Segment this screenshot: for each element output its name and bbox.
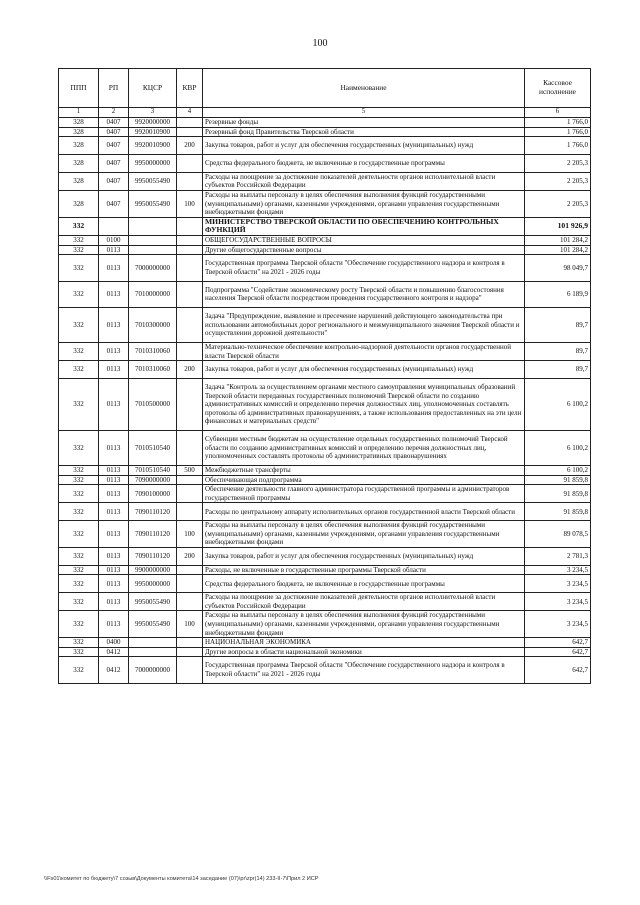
cell-value: 642,7 xyxy=(525,657,591,683)
table-row xyxy=(59,575,591,593)
cell-name: Расходы по центральному аппарату исполнительных органов государственной власти Тверской области xyxy=(203,503,525,521)
cell-rp: 0407 xyxy=(99,190,129,217)
header-kvr: КВР xyxy=(177,69,203,108)
cell-ppp: 328 xyxy=(59,118,99,128)
cell-kvr xyxy=(177,281,203,307)
cell-kvr xyxy=(177,565,203,575)
cell-kvr: 200 xyxy=(177,361,203,379)
cell-ppp: 332 xyxy=(59,361,99,379)
cell-kcsr: 9900000000 xyxy=(129,565,177,575)
page-number: 100 xyxy=(312,38,328,49)
table-row xyxy=(59,154,591,172)
table-row xyxy=(59,190,591,217)
cell-ppp: 332 xyxy=(59,217,99,235)
cell-rp: 0113 xyxy=(99,255,129,281)
cell-rp: 0113 xyxy=(99,548,129,566)
cell-ppp: 332 xyxy=(59,378,99,430)
cell-ppp: 332 xyxy=(59,647,99,657)
cell-kcsr xyxy=(129,217,177,235)
cell-value: 89,7 xyxy=(525,307,591,342)
table-row xyxy=(59,638,591,648)
cell-kcsr: 9950055490 xyxy=(129,611,177,638)
cell-name: Закупка товаров, работ и услуг для обеспечения государственных (муниципальных) нужд xyxy=(203,361,525,379)
cell-value: 2 205,3 xyxy=(525,172,591,190)
table-row xyxy=(59,172,591,190)
cell-name: Субвенции местным бюджетам на осуществление отдельных государственных полномочий Тверской области по созданию административных комиссий и определению перечня должностных лиц, уполномоченных составлять протоколы об административных правонарушениях xyxy=(203,431,525,466)
cell-ppp: 328 xyxy=(59,190,99,217)
cell-kvr xyxy=(177,647,203,657)
cell-kcsr: 9950000000 xyxy=(129,575,177,593)
cell-kcsr: 7090000000 xyxy=(129,475,177,485)
cell-kvr: 100 xyxy=(177,190,203,217)
header-value: Кассовое исполнение xyxy=(525,69,591,108)
cell-kvr xyxy=(177,118,203,128)
cell-ppp: 332 xyxy=(59,255,99,281)
cell-ppp: 332 xyxy=(59,565,99,575)
cell-kvr xyxy=(177,255,203,281)
cell-kvr xyxy=(177,378,203,430)
cell-ppp: 332 xyxy=(59,485,99,503)
cell-name: Расходы на выплаты персоналу в целях обеспечения выполнения функций государственными (муниципальными) органами, казенными учреждениями, органами управления государственными внебюджетными фондами xyxy=(203,521,525,548)
table-row xyxy=(59,127,591,137)
cell-name: Обеспечивающая подпрограмма xyxy=(203,475,525,485)
cell-ppp: 332 xyxy=(59,342,99,360)
cell-kcsr: 7090110120 xyxy=(129,521,177,548)
cell-ppp: 332 xyxy=(59,245,99,255)
cell-value: 101 284,2 xyxy=(525,235,591,245)
cell-rp: 0407 xyxy=(99,172,129,190)
cell-value: 91 859,8 xyxy=(525,485,591,503)
cell-kvr xyxy=(177,172,203,190)
cell-kcsr: 7010300000 xyxy=(129,307,177,342)
cell-kvr xyxy=(177,475,203,485)
cell-name: Закупка товаров, работ и услуг для обеспечения государственных (муниципальных) нужд xyxy=(203,548,525,566)
cell-kvr xyxy=(177,307,203,342)
cell-rp: 0400 xyxy=(99,638,129,648)
column-number-row xyxy=(59,108,591,118)
cell-kvr: 200 xyxy=(177,548,203,566)
cell-kvr xyxy=(177,431,203,466)
cell-value: 3 234,5 xyxy=(525,611,591,638)
cell-name: Обеспечение деятельности главного администратора государственной программы и администраторов государственной программы xyxy=(203,485,525,503)
cell-rp xyxy=(99,217,129,235)
cell-value: 642,7 xyxy=(525,647,591,657)
cell-value: 1 766,0 xyxy=(525,137,591,155)
cell-value: 2 781,3 xyxy=(525,548,591,566)
cell-kcsr: 7010310060 xyxy=(129,342,177,360)
table-header-row xyxy=(59,69,591,108)
cell-rp: 0113 xyxy=(99,466,129,476)
cell-rp: 0113 xyxy=(99,521,129,548)
table-row xyxy=(59,307,591,342)
cell-rp: 0412 xyxy=(99,647,129,657)
cell-kvr: 100 xyxy=(177,611,203,638)
cell-rp: 0407 xyxy=(99,127,129,137)
cell-ppp: 332 xyxy=(59,638,99,648)
cell-name: Средства федерального бюджета, не включенные в государственные программы xyxy=(203,154,525,172)
cell-kvr: 100 xyxy=(177,521,203,548)
cell-kvr: 200 xyxy=(177,137,203,155)
cell-rp: 0113 xyxy=(99,565,129,575)
cell-name: Другие вопросы в области национальной экономики xyxy=(203,647,525,657)
cell-value: 89 078,5 xyxy=(525,521,591,548)
cell-name: Расходы на поощрение за достижение показателей деятельности органов исполнительной власти субъектов Российской Федерации xyxy=(203,172,525,190)
cell-value: 89,7 xyxy=(525,361,591,379)
cell-kvr: 500 xyxy=(177,466,203,476)
cell-name: Расходы на выплаты персоналу в целях обеспечения выполнения функций государственными (муниципальными) органами, казенными учреждениями, органами управления государственными внебюджетными фондами xyxy=(203,190,525,217)
cell-name: МИНИСТЕРСТВО ТВЕРСКОЙ ОБЛАСТИ ПО ОБЕСПЕЧЕНИЮ КОНТРОЛЬНЫХ ФУНКЦИЙ xyxy=(203,217,525,235)
cell-rp: 0407 xyxy=(99,137,129,155)
cell-name: Задача "Контроль за осуществлением органами местного самоуправления муниципальных образований Тверской области переданных государственных полномочий Тверской области по созданию административных комиссий и определению перечня должностных лиц, уполномоченных составлять протоколы об административных правонарушениях, а также использования предоставленных на эти цели финансовых и материальных средств" xyxy=(203,378,525,430)
cell-kcsr: 9920000000 xyxy=(129,118,177,128)
cell-kvr xyxy=(177,485,203,503)
cell-ppp: 328 xyxy=(59,154,99,172)
cell-value: 3 234,5 xyxy=(525,575,591,593)
table-row xyxy=(59,485,591,503)
table-row xyxy=(59,361,591,379)
cell-rp: 0113 xyxy=(99,485,129,503)
table-row xyxy=(59,565,591,575)
header-rp: РП xyxy=(99,69,129,108)
table-body xyxy=(59,118,591,684)
cell-value: 1 766,0 xyxy=(525,127,591,137)
column-number: 3 xyxy=(129,108,177,118)
header-kcsr: КЦСР xyxy=(129,69,177,108)
cell-value: 6 100,2 xyxy=(525,466,591,476)
table-row xyxy=(59,593,591,611)
cell-kvr xyxy=(177,127,203,137)
cell-name: Задача "Предупреждение, выявление и пресечение нарушений действующего законодательства при использовании автомобильных дорог регионального и межмуниципального значения Тверской области и осуществлении дорожной деятельности" xyxy=(203,307,525,342)
table-row xyxy=(59,235,591,245)
cell-ppp: 332 xyxy=(59,611,99,638)
table-row xyxy=(59,521,591,548)
cell-name: Резервный фонд Правительства Тверской области xyxy=(203,127,525,137)
table-row xyxy=(59,245,591,255)
cell-ppp: 332 xyxy=(59,657,99,683)
table-row xyxy=(59,118,591,128)
cell-kcsr: 9950055490 xyxy=(129,190,177,217)
cell-kcsr: 7010000000 xyxy=(129,281,177,307)
cell-value: 89,7 xyxy=(525,342,591,360)
cell-kcsr: 7090100000 xyxy=(129,485,177,503)
cell-kcsr: 9920010900 xyxy=(129,127,177,137)
cell-rp: 0407 xyxy=(99,118,129,128)
cell-ppp: 328 xyxy=(59,137,99,155)
cell-rp: 0113 xyxy=(99,611,129,638)
cell-value: 3 234,5 xyxy=(525,593,591,611)
cell-ppp: 332 xyxy=(59,235,99,245)
column-number: 5 xyxy=(203,108,525,118)
cell-kvr xyxy=(177,638,203,648)
cell-kcsr: 7010510540 xyxy=(129,431,177,466)
cell-kcsr: 7000000000 xyxy=(129,255,177,281)
column-number: 1 xyxy=(59,108,99,118)
cell-kcsr: 7000000000 xyxy=(129,657,177,683)
cell-value: 91 859,8 xyxy=(525,503,591,521)
cell-ppp: 332 xyxy=(59,307,99,342)
table-row xyxy=(59,342,591,360)
cell-rp: 0113 xyxy=(99,307,129,342)
table-row xyxy=(59,475,591,485)
cell-value: 2 205,3 xyxy=(525,190,591,217)
cell-rp: 0113 xyxy=(99,431,129,466)
table-row xyxy=(59,647,591,657)
cell-value: 6 189,9 xyxy=(525,281,591,307)
cell-kvr xyxy=(177,657,203,683)
cell-ppp: 332 xyxy=(59,575,99,593)
cell-name: Закупка товаров, работ и услуг для обеспечения государственных (муниципальных) нужд xyxy=(203,137,525,155)
cell-kvr xyxy=(177,593,203,611)
cell-value: 6 100,2 xyxy=(525,378,591,430)
cell-kvr xyxy=(177,342,203,360)
cell-rp: 0100 xyxy=(99,235,129,245)
cell-rp: 0113 xyxy=(99,245,129,255)
table-row xyxy=(59,137,591,155)
cell-kvr xyxy=(177,245,203,255)
cell-kcsr: 7010510540 xyxy=(129,466,177,476)
table-row xyxy=(59,548,591,566)
budget-table xyxy=(58,68,591,684)
column-number: 2 xyxy=(99,108,129,118)
column-number: 4 xyxy=(177,108,203,118)
cell-ppp: 328 xyxy=(59,172,99,190)
cell-ppp: 332 xyxy=(59,466,99,476)
cell-name: Другие общегосударственные вопросы xyxy=(203,245,525,255)
cell-kcsr: 9950000000 xyxy=(129,154,177,172)
cell-rp: 0113 xyxy=(99,281,129,307)
cell-ppp: 332 xyxy=(59,593,99,611)
cell-ppp: 332 xyxy=(59,521,99,548)
column-number: 6 xyxy=(525,108,591,118)
cell-ppp: 332 xyxy=(59,431,99,466)
cell-rp: 0113 xyxy=(99,378,129,430)
cell-kvr xyxy=(177,235,203,245)
cell-ppp: 332 xyxy=(59,548,99,566)
cell-name: ОБЩЕГОСУДАРСТВЕННЫЕ ВОПРОСЫ xyxy=(203,235,525,245)
table-row xyxy=(59,217,591,235)
cell-kvr xyxy=(177,217,203,235)
table-row xyxy=(59,255,591,281)
table-row xyxy=(59,431,591,466)
cell-kcsr xyxy=(129,647,177,657)
cell-rp: 0113 xyxy=(99,342,129,360)
table-row xyxy=(59,281,591,307)
cell-kcsr xyxy=(129,245,177,255)
cell-rp: 0113 xyxy=(99,593,129,611)
cell-value: 3 234,5 xyxy=(525,565,591,575)
cell-rp: 0113 xyxy=(99,575,129,593)
table-row xyxy=(59,657,591,683)
cell-kcsr: 7090110120 xyxy=(129,548,177,566)
cell-name: Расходы на выплаты персоналу в целях обеспечения выполнения функций государственными (муниципальными) органами, казенными учреждениями, органами управления государственными внебюджетными фондами xyxy=(203,611,525,638)
header-ppp: ППП xyxy=(59,69,99,108)
cell-name: Государственная программа Тверской области "Обеспечение государственного надзора и контроля в Тверской области" на 2021 - 2026 годы xyxy=(203,657,525,683)
cell-ppp: 332 xyxy=(59,503,99,521)
file-path-footer: \\Fs01\комитет по бюджету\7 созыв\Документы комитета\14 заседание (07)\pr\zpr(14) 233-II-7\Прил 2 ИСР xyxy=(44,876,319,882)
cell-name: Расходы, не включенные в государственные программы Тверской области xyxy=(203,565,525,575)
cell-rp: 0113 xyxy=(99,503,129,521)
cell-rp: 0113 xyxy=(99,475,129,485)
cell-kvr xyxy=(177,503,203,521)
table-row xyxy=(59,378,591,430)
cell-value: 101 926,9 xyxy=(525,217,591,235)
cell-name: Материально-техническое обеспечение контрольно-надзорной деятельности органов государственной власти Тверской области xyxy=(203,342,525,360)
cell-value: 642,7 xyxy=(525,638,591,648)
cell-kcsr: 7010500000 xyxy=(129,378,177,430)
cell-kvr xyxy=(177,575,203,593)
cell-value: 98 049,7 xyxy=(525,255,591,281)
header-name: Наименование xyxy=(203,69,525,108)
cell-name: НАЦИОНАЛЬНАЯ ЭКОНОМИКА xyxy=(203,638,525,648)
table-row xyxy=(59,611,591,638)
cell-kcsr xyxy=(129,235,177,245)
cell-kcsr xyxy=(129,638,177,648)
cell-kcsr: 7090110120 xyxy=(129,503,177,521)
cell-name: Расходы на поощрение за достижение показателей деятельности органов исполнительной власти субъектов Российской Федерации xyxy=(203,593,525,611)
cell-ppp: 332 xyxy=(59,475,99,485)
cell-kvr xyxy=(177,154,203,172)
cell-rp: 0407 xyxy=(99,154,129,172)
cell-name: Межбюджетные трансферты xyxy=(203,466,525,476)
table-row xyxy=(59,503,591,521)
cell-ppp: 332 xyxy=(59,281,99,307)
cell-kcsr: 9950055490 xyxy=(129,593,177,611)
cell-rp: 0113 xyxy=(99,361,129,379)
cell-rp: 0412 xyxy=(99,657,129,683)
cell-kcsr: 9920010900 xyxy=(129,137,177,155)
table-row xyxy=(59,466,591,476)
cell-name: Государственная программа Тверской области "Обеспечение государственного надзора и контроля в Тверской области" на 2021 - 2026 годы xyxy=(203,255,525,281)
cell-value: 101 284,2 xyxy=(525,245,591,255)
cell-name: Подпрограмма "Содействие экономическому росту Тверской области и повышению благосостояния населения Тверской области посредством проведения государственного контроля и надзора" xyxy=(203,281,525,307)
cell-kcsr: 9950055490 xyxy=(129,172,177,190)
cell-kcsr: 7010310060 xyxy=(129,361,177,379)
cell-value: 6 100,2 xyxy=(525,431,591,466)
cell-value: 91 859,8 xyxy=(525,475,591,485)
cell-name: Средства федерального бюджета, не включенные в государственные программы xyxy=(203,575,525,593)
cell-name: Резервные фонды xyxy=(203,118,525,128)
cell-value: 2 205,3 xyxy=(525,154,591,172)
cell-value: 1 766,0 xyxy=(525,118,591,128)
cell-ppp: 328 xyxy=(59,127,99,137)
